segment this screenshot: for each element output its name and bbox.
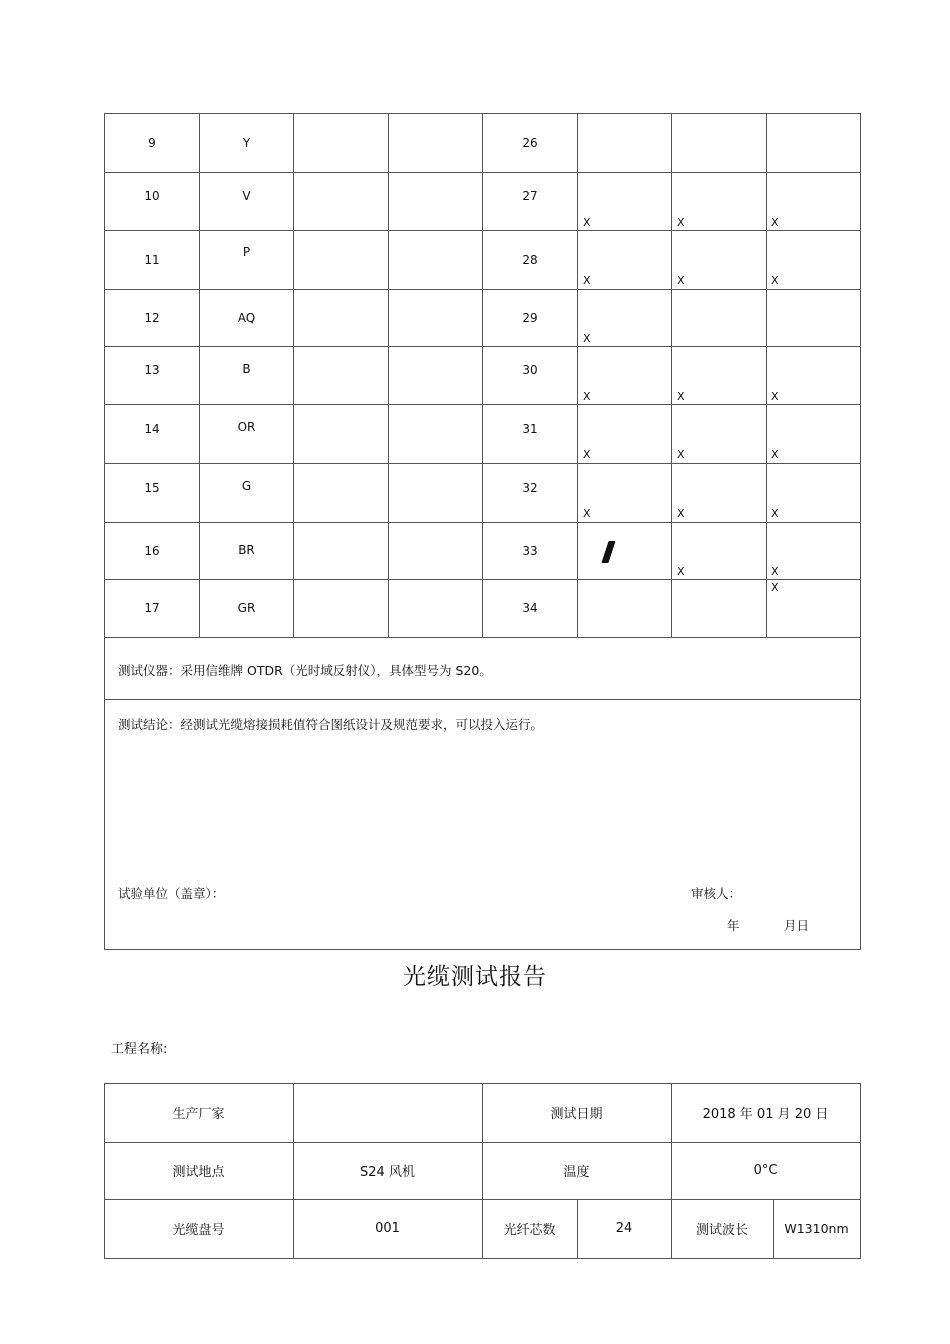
fiber-number: 15 (144, 481, 160, 495)
reel-no-value: 001 (375, 1221, 400, 1236)
fiber-count-value: 24 (615, 1221, 633, 1236)
fiber-number: 12 (144, 311, 160, 325)
fiber-number: 14 (144, 422, 160, 436)
fiber-number: 9 (148, 135, 156, 150)
x-mark: X (677, 390, 685, 403)
project-name-label: 工程名称: (111, 1042, 168, 1057)
wavelength-label: 测试波长 (695, 1223, 748, 1238)
fiber-number: 30 (522, 363, 538, 377)
x-mark: X (677, 274, 685, 287)
fiber-color: B (242, 362, 251, 376)
x-mark: X (677, 448, 685, 461)
temperature-label: 温度 (563, 1165, 590, 1180)
column-divider (388, 113, 389, 637)
fiber-color: BR (238, 543, 255, 557)
fiber-count-label: 光纤芯数 (503, 1223, 556, 1238)
fiber-number: 32 (522, 481, 538, 495)
reviewer-label: 审核人： (691, 886, 742, 901)
x-mark: X (677, 565, 685, 578)
x-mark: X (583, 274, 591, 287)
test-date-value: 2018 年 01 月 20 日 (702, 1107, 829, 1122)
x-mark: X (583, 332, 591, 345)
fiber-color: GR (237, 601, 256, 615)
x-mark: X (583, 216, 591, 229)
fiber-number: 34 (522, 601, 538, 615)
table-border (860, 1083, 861, 1258)
fiber-number: 13 (144, 363, 160, 377)
fiber-number: 17 (144, 601, 160, 615)
conclusion-text: 测试结论：经测试光缆熔接损耗值符合图纸设计及规范要求，可以投入运行。 (118, 717, 544, 732)
row-divider (104, 699, 861, 700)
date-month-day-label: 月日 (784, 918, 810, 933)
table-border (104, 1258, 861, 1259)
location-label: 测试地点 (172, 1165, 225, 1180)
x-mark: X (583, 390, 591, 403)
location-value: S24 风机 (360, 1165, 415, 1180)
x-mark: X (677, 507, 685, 520)
x-mark: X (771, 448, 779, 461)
manufacturer-label: 生产厂家 (172, 1107, 225, 1122)
fiber-number: 29 (522, 311, 538, 325)
instrument-text: 测试仪器：采用信维牌 OTDR（光时域反射仪），具体型号为 S20。 (118, 663, 492, 678)
test-date-label: 测试日期 (550, 1107, 603, 1122)
fiber-number: 16 (144, 544, 160, 558)
fiber-number: 11 (144, 253, 160, 267)
table-border (104, 113, 105, 949)
fiber-number: 28 (522, 253, 538, 267)
wavelength-value: W1310nm (784, 1221, 849, 1236)
x-mark: X (771, 565, 779, 578)
manufacturer-value (293, 1083, 482, 1142)
x-mark: X (583, 448, 591, 461)
x-mark: X (583, 507, 591, 520)
x-mark: X (771, 216, 779, 229)
test-unit-label: 试验单位（盖章）： (118, 886, 225, 901)
fiber-color: OR (237, 420, 256, 434)
fiber-color: Y (242, 135, 251, 150)
x-mark: X (771, 390, 779, 403)
table-border (860, 113, 861, 949)
fiber-number: 31 (522, 422, 538, 436)
temperature-value: 0°C (753, 1163, 778, 1178)
fiber-color: P (242, 245, 251, 259)
fiber-color: V (242, 189, 251, 203)
column-divider (671, 113, 672, 637)
date-year-label: 年 (727, 918, 740, 933)
x-mark: X (771, 274, 779, 287)
fiber-number: 26 (522, 135, 538, 150)
x-mark: X (771, 581, 779, 594)
reel-no-label: 光缆盘号 (172, 1223, 225, 1238)
x-mark: X (771, 507, 779, 520)
fiber-number: 33 (522, 544, 538, 558)
column-divider (766, 113, 767, 637)
report-title: 光缆测试报告 (403, 964, 547, 990)
x-mark: X (677, 216, 685, 229)
fiber-number: 27 (522, 189, 538, 203)
fiber-color: G (241, 479, 252, 493)
table-border (104, 949, 861, 950)
row-divider (104, 637, 861, 638)
pen-stroke-mark (601, 541, 615, 563)
fiber-color: AQ (237, 311, 256, 325)
fiber-number: 10 (144, 189, 160, 203)
